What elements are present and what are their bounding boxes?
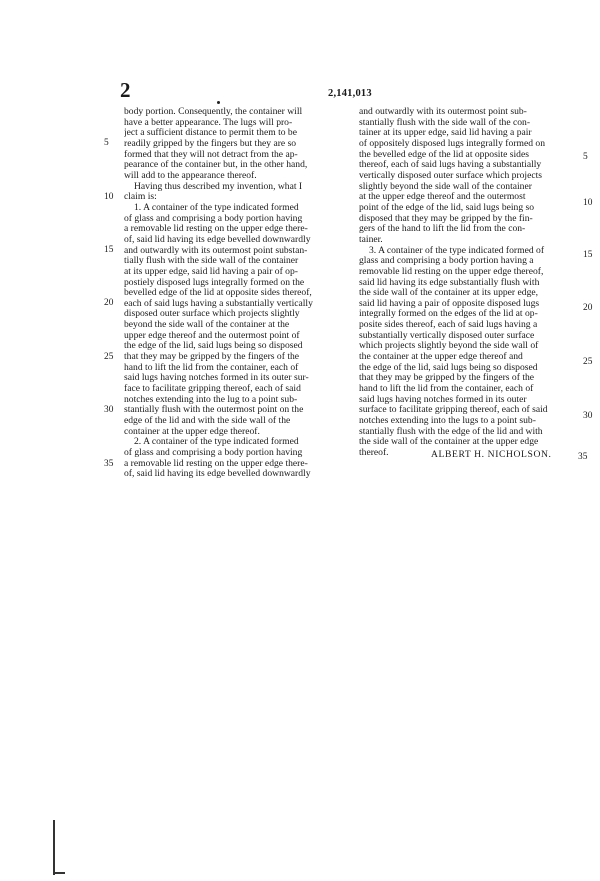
text-line: body portion. Consequently, the container will (124, 107, 303, 117)
text-line: said lid having its edge substantially flush with (359, 277, 540, 288)
text-line: tainer at its upper edge, said lid having a pair (359, 128, 532, 139)
left-text-column (124, 107, 358, 480)
text-line: postiely disposed lugs integrally formed on the (124, 277, 305, 288)
text-line: of, said lid having its edge bevelled downwardly (124, 234, 311, 245)
text-line: at its upper edge, said lid having a pair of op- (124, 266, 298, 277)
text-line: 3. A container of the type indicated formed of (369, 245, 545, 256)
text-line: disposed outer surface which projects slightly (124, 309, 300, 320)
left-line-number: 25 (104, 352, 114, 362)
left-line-number: 15 (104, 245, 114, 255)
text-line: the bevelled edge of the lid at opposite sides (359, 149, 529, 160)
text-line: the side wall of the container at the upper edge (359, 437, 539, 448)
text-line: surface to facilitate gripping thereof, each of said (359, 405, 548, 416)
print-speck (217, 101, 220, 104)
text-line: of glass and comprising a body portion having (124, 213, 303, 224)
text-line: at the upper edge thereof and the outermost (359, 192, 526, 203)
text-line: of oppositely disposed lugs integrally formed on (359, 138, 545, 149)
page-number: 2 (120, 78, 131, 102)
text-line: claim is: (124, 192, 157, 203)
text-line: of, said lid having its edge bevelled downwardly (124, 469, 311, 480)
text-line: that they may be gripped by the fingers of the (124, 352, 300, 363)
right-line-number: 30 (583, 411, 593, 421)
margin-mark (53, 820, 55, 875)
text-line: slightly beyond the side wall of the container (359, 181, 532, 192)
text-line: hand to lift the lid from the container, each of (359, 384, 534, 395)
text-line: vertically disposed outer surface which projects (359, 170, 543, 181)
text-line: upper edge thereof and the outermost point of (124, 330, 300, 341)
text-line: the side wall of the container at its upper edge, (359, 288, 539, 299)
text-line: removable lid resting on the upper edge thereof, (359, 266, 544, 277)
right-line-number: 15 (583, 250, 593, 260)
text-line: readily gripped by the fingers but they are so (124, 138, 297, 149)
text-line: the edge of the lid, said lugs being so disposed (124, 341, 303, 352)
right-line-number: 5 (583, 152, 588, 162)
text-line: have a better appearance. The lugs will pro- (124, 117, 293, 128)
text-line: 2. A container of the type indicated formed (134, 437, 299, 448)
text-line: beyond the side wall of the container at the (124, 320, 290, 331)
right-line-number: 20 (583, 303, 593, 313)
text-line: 1. A container of the type indicated formed (134, 202, 299, 213)
text-line: said lid having a pair of opposite disposed lugs (359, 298, 540, 309)
text-line: stantially flush with the edge of the lid and with (359, 426, 543, 437)
text-line: pearance of the container but, in the other hand, (124, 160, 308, 171)
text-line: point of the edge of the lid, said lugs being so (359, 202, 535, 213)
text-line: hand to lift the lid from the container, each of (124, 362, 299, 373)
text-line: of glass and comprising a body portion having (124, 448, 303, 458)
text-line: a removable lid resting on the upper edge there- (124, 458, 308, 469)
text-line: the edge of the lid, said lugs being so disposed (359, 362, 538, 373)
text-line: disposed that they may be gripped by the fin- (359, 213, 533, 224)
text-line: glass and comprising a body portion having a (359, 256, 534, 267)
text-line: notches extending into the lugs to a point sub- (359, 416, 536, 427)
text-line: and outwardly with its outermost point sub- (359, 107, 527, 117)
inventor-signature: ALBERT H. NICHOLSON. (431, 449, 552, 460)
text-line: substantially vertically disposed outer surface (359, 330, 535, 341)
right-line-number: 10 (583, 198, 593, 208)
text-line: bevelled edge of the lid at opposite sides thereof, (124, 288, 312, 299)
text-line: will add to the appearance thereof. (124, 170, 257, 181)
text-line: each of said lugs having a substantially vertically (124, 298, 313, 309)
patent-number: 2,141,013 (328, 88, 372, 99)
text-line: edge of the lid and with the side wall of the (124, 416, 291, 427)
left-line-number: 35 (104, 459, 114, 469)
right-line-number: 25 (583, 357, 593, 367)
right-text-column (359, 107, 597, 459)
text-line: tainer. (359, 234, 383, 245)
text-line: that they may be gripped by the fingers of the (359, 373, 535, 384)
left-line-number: 10 (104, 192, 114, 202)
text-line: thereof, each of said lugs having a substantially (359, 160, 542, 171)
text-line: said lugs having notches formed in its outer (359, 394, 527, 405)
text-line: stantially flush with the outermost point on the (124, 405, 304, 416)
text-line: the container at the upper edge thereof and (359, 352, 523, 363)
text-line: a removable lid resting on the upper edge there- (124, 224, 308, 235)
text-line: stantially flush with the side wall of the con- (359, 117, 531, 128)
left-line-number: 20 (104, 298, 114, 308)
text-line: notches extending into the lug to a point sub- (124, 394, 298, 405)
left-line-number: 30 (104, 405, 114, 415)
text-line: Having thus described my invention, what I (134, 181, 303, 192)
text-line: and outwardly with its outermost point substan- (124, 245, 308, 256)
text-line: container at the upper edge thereof. (124, 426, 260, 437)
left-line-number: 5 (104, 138, 109, 148)
text-line: thereof. (359, 448, 389, 458)
text-line: integrally formed on the edges of the lid at op- (359, 309, 538, 320)
signature-line-number: 35 (578, 452, 588, 462)
text-line: ject a sufficient distance to permit them to be (124, 128, 297, 139)
text-line: said lugs having notches formed in its outer sur- (124, 373, 309, 384)
text-line: gers of the hand to lift the lid from the con- (359, 224, 526, 235)
text-line: which projects slightly beyond the side wall of (359, 341, 539, 352)
margin-mark-foot (53, 872, 65, 874)
text-line: posite sides thereof, each of said lugs having a (359, 320, 538, 331)
text-line: formed that they will not detract from the ap- (124, 149, 298, 160)
text-line: tially flush with the side wall of the container (124, 256, 299, 267)
text-line: face to facilitate gripping thereof, each of said (124, 384, 301, 395)
